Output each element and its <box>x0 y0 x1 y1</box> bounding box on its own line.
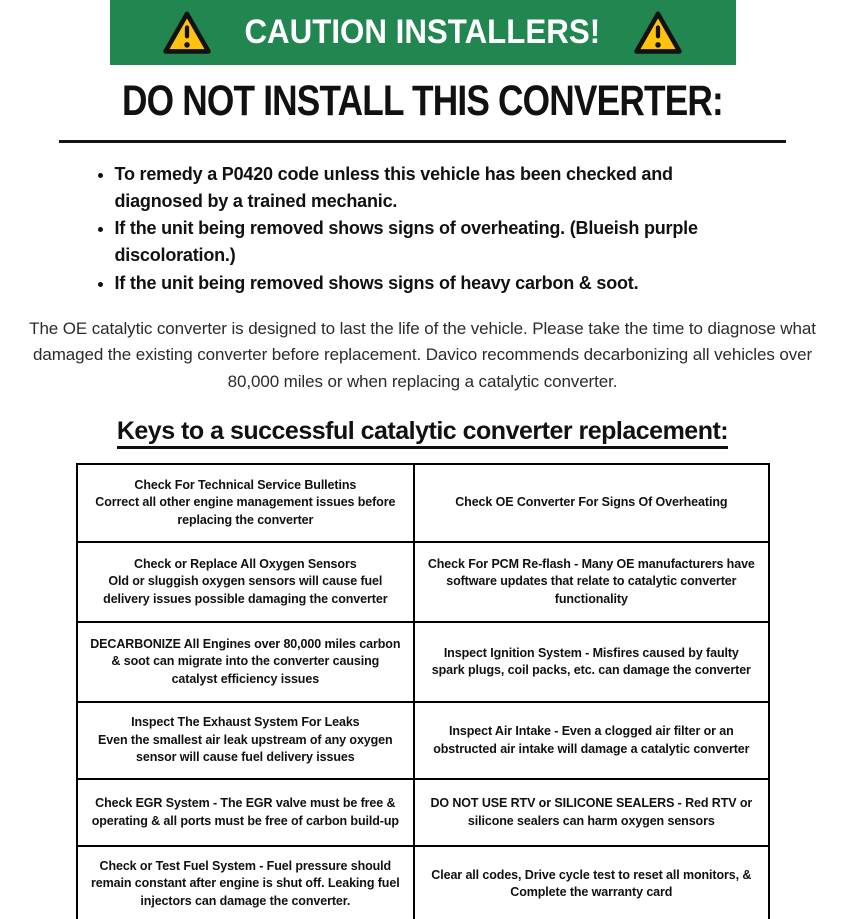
table-cell-text: Check For PCM Re-flash - Many OE manufacturers have software updates that relate to catalytic converter functionality <box>427 556 755 606</box>
warning-list-item: • If the unit being removed shows signs of overheating. (Blueish purple discoloration.) <box>115 215 755 268</box>
table-cell-right <box>414 464 768 542</box>
table-row <box>77 846 769 919</box>
table-cell-left <box>77 779 415 846</box>
warning-triangle-icon <box>161 10 213 56</box>
table-cell-text: Check or Replace All Oxygen Sensors <box>134 556 357 571</box>
table-row <box>77 702 769 779</box>
table-cell-right <box>414 542 768 622</box>
table-cell-right <box>414 622 768 702</box>
table-cell-text: Check OE Converter For Signs Of Overheating <box>455 495 728 510</box>
body-paragraph: The OE catalytic converter is designed to last the life of the vehicle. Please take the time to diagnose what damaged the existing converter before replacement. Davico recommends decarbonizing all vehicles over 80,000 miles or when replacing a catalytic converter. <box>29 319 816 391</box>
warning-list <box>91 161 755 296</box>
table-cell-text: Correct all other engine management issues before replacing the converter <box>95 495 396 527</box>
warning-list-item: • If the unit being removed shows signs of heavy carbon & soot. <box>115 270 755 297</box>
table-cell-text: DECARBONIZE All Engines over 80,000 miles carbon & soot can migrate into the converter causing catalyst efficiency issues <box>90 636 401 686</box>
table-cell-left <box>77 542 415 622</box>
table-cell-text: Clear all codes, Drive cycle test to reset all monitors, & Complete the warranty card <box>431 867 752 900</box>
page-title: DO NOT INSTALL THIS CONVERTER: <box>122 77 723 125</box>
keys-table <box>76 463 770 919</box>
table-cell-text: Even the smallest air leak upstream of any oxygen sensor will cause fuel delivery issues <box>98 732 393 765</box>
table-cell-text: Inspect Ignition System - Misfires caused by faulty spark plugs, coil packs, etc. can damage the converter <box>431 645 751 678</box>
table-cell-text: Check EGR System - The EGR valve must be free & operating & all ports must be free of carbon build-up <box>91 796 399 828</box>
warning-triangle-icon <box>632 10 684 56</box>
table-cell-left <box>77 702 415 779</box>
table-cell-right <box>414 779 768 846</box>
table-cell-left <box>77 622 415 702</box>
table-row <box>77 779 769 846</box>
table-cell-left <box>77 464 415 542</box>
banner-title: CAUTION INSTALLERS! <box>244 13 601 51</box>
table-cell-text: Check For Technical Service Bulletins <box>134 477 357 492</box>
keys-table-body <box>77 464 769 919</box>
table-row <box>77 464 769 542</box>
section-heading: Keys to a successful catalytic converter replacement: <box>0 417 845 446</box>
table-cell-text: Old or sluggish oxygen sensors will cause fuel delivery issues possible damaging the converter <box>103 574 388 606</box>
warning-list-item: • To remedy a P0420 code unless this vehicle has been checked and diagnosed by a trained mechanic. <box>115 161 755 214</box>
table-cell-text: DO NOT USE RTV or SILICONE SEALERS - Red RTV or silicone sealers can harm oxygen sensors <box>430 796 753 828</box>
table-row <box>77 622 769 702</box>
table-cell-left <box>77 846 415 919</box>
caution-banner <box>110 0 736 65</box>
table-cell-text: Inspect Air Intake - Even a clogged air filter or an obstructed air intake will damage a catalytic converter <box>433 724 750 756</box>
table-cell-right <box>414 846 768 919</box>
table-cell-text: Inspect The Exhaust System For Leaks <box>131 715 360 730</box>
table-row <box>77 542 769 622</box>
table-cell-text: Check or Test Fuel System - Fuel pressure should remain constant after engine is shut off. Leaking fuel injectors can damage the converter. <box>91 858 400 908</box>
divider-rule <box>59 140 786 143</box>
table-cell-right <box>414 702 768 779</box>
